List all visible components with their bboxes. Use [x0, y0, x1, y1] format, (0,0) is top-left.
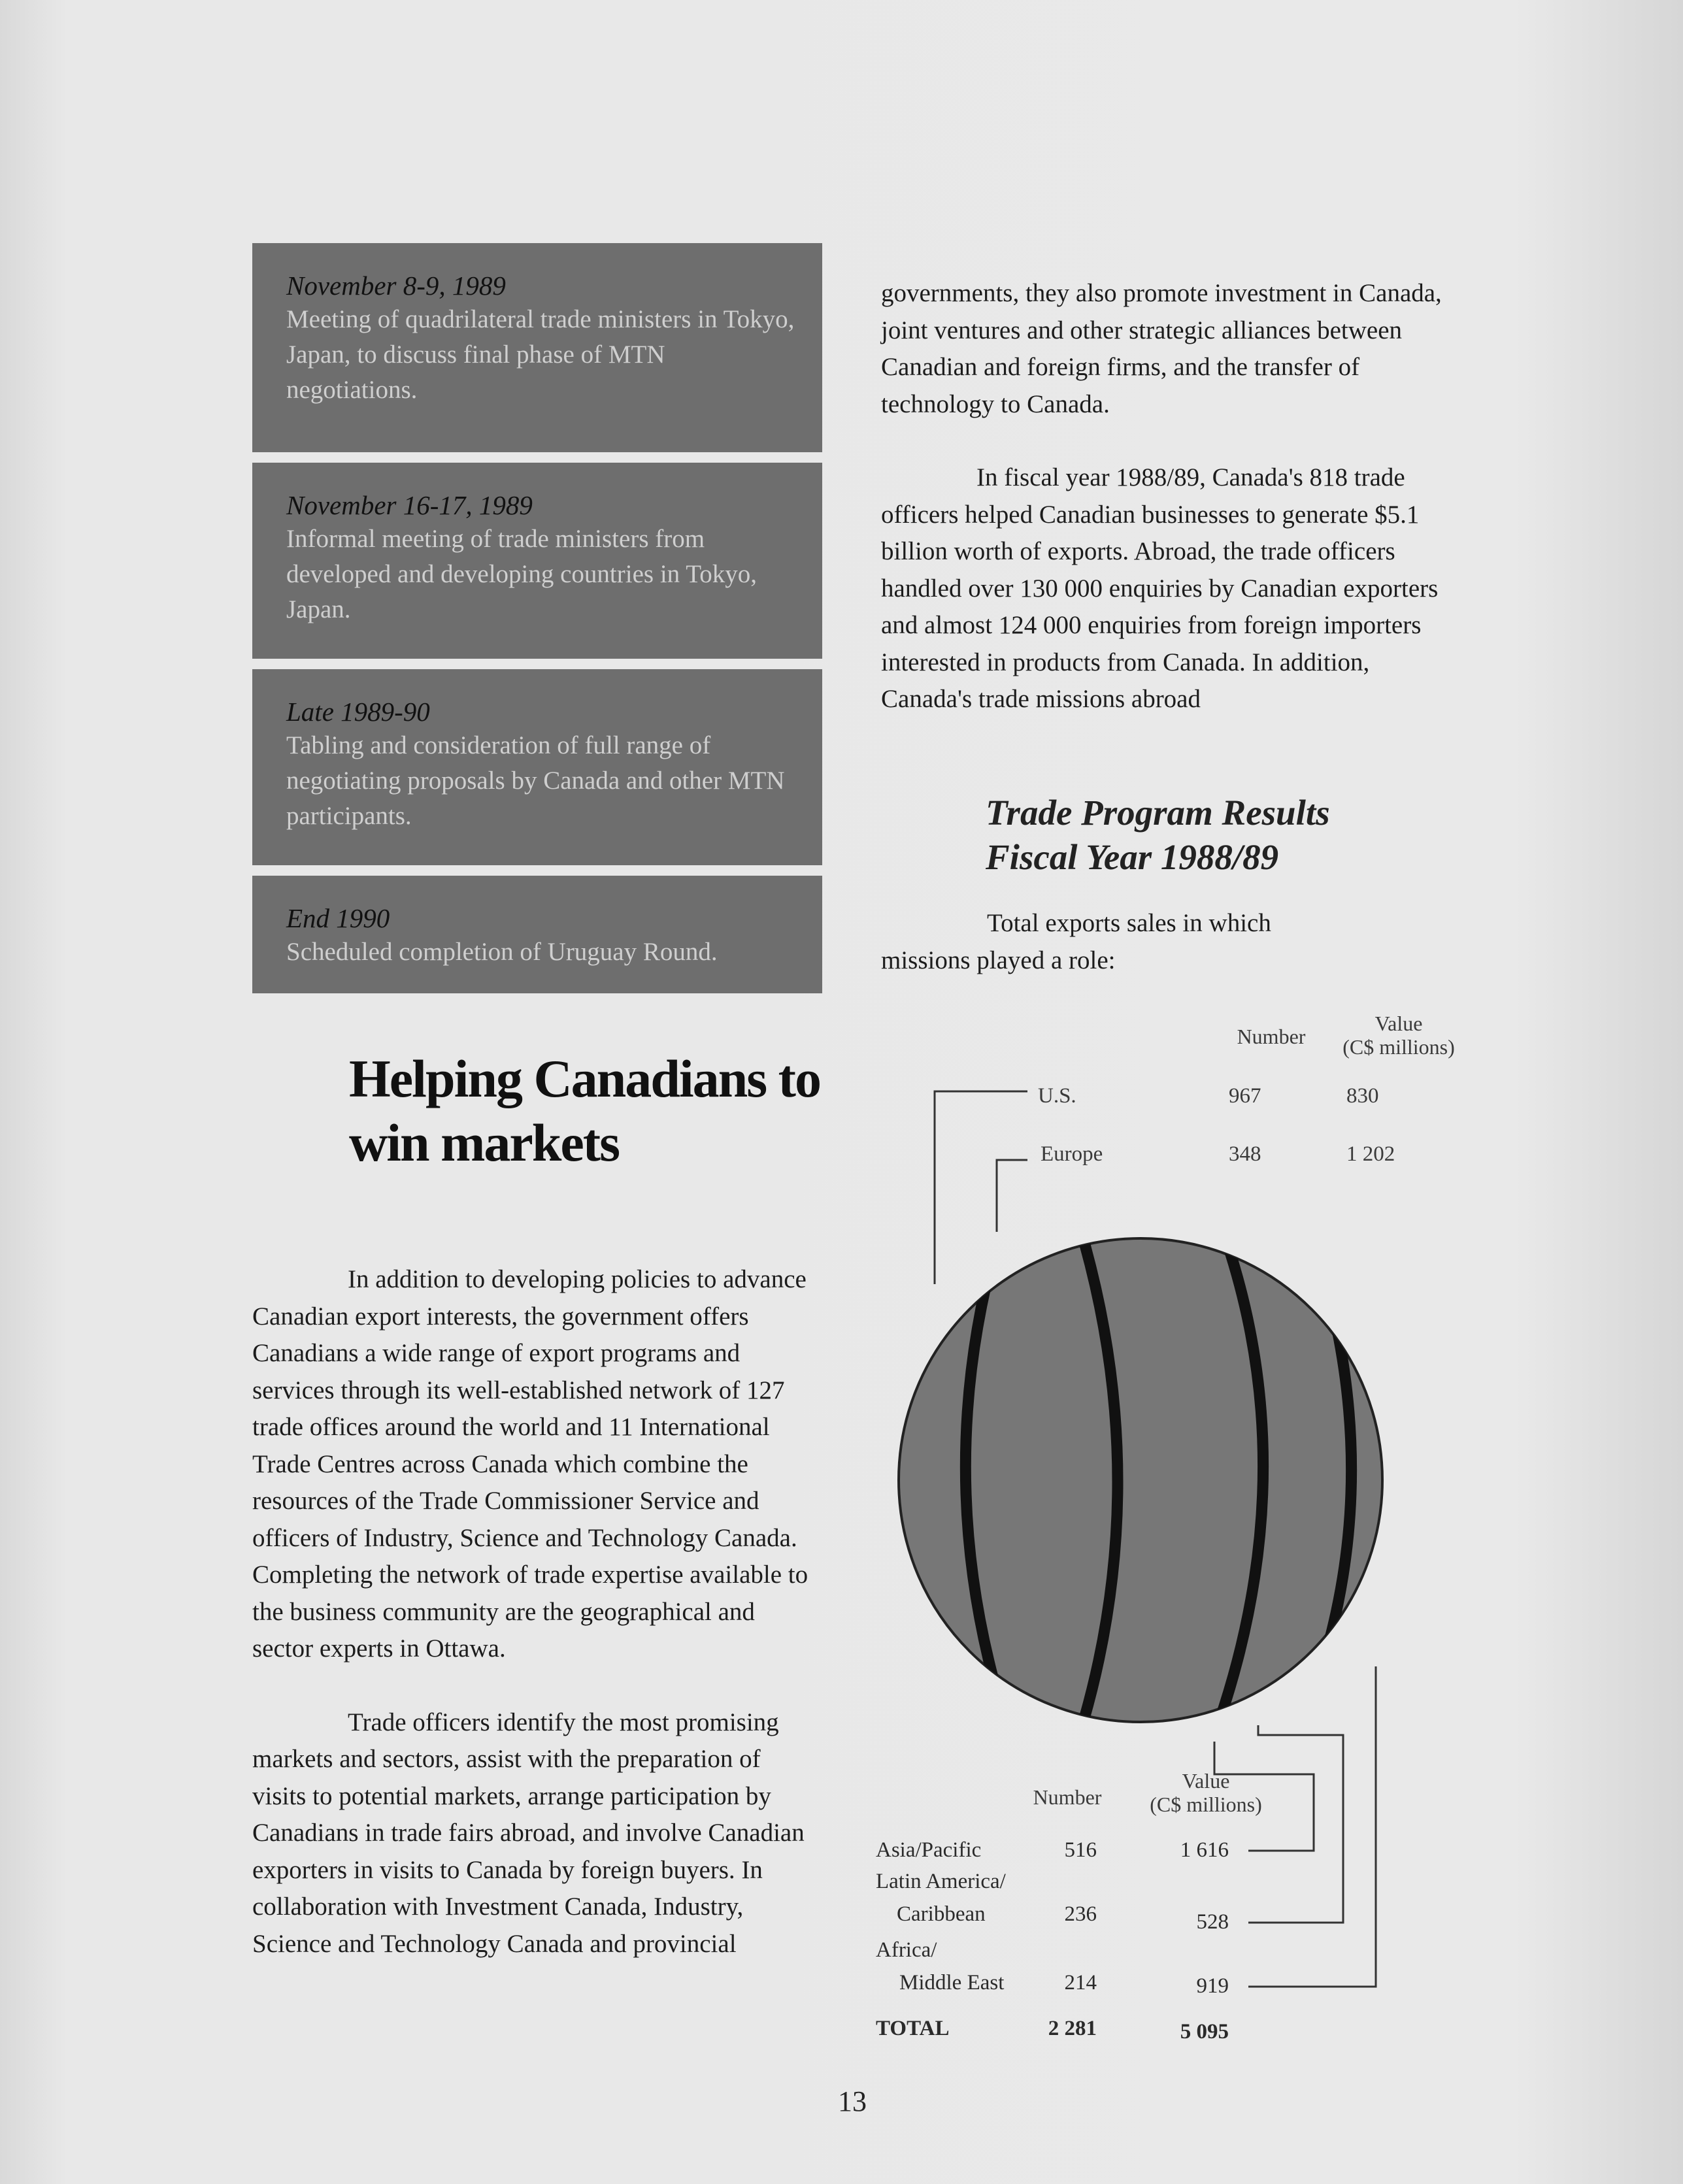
region-label: U.S. — [1038, 1084, 1076, 1108]
number-header: Number — [1033, 1785, 1102, 1809]
value-header — [1137, 1769, 1275, 1816]
region-label: Caribbean — [897, 1902, 986, 1926]
total-number: 2 281 — [1048, 2017, 1097, 2040]
value-header-line: (C$ millions) — [1150, 1793, 1262, 1816]
region-number: 967 — [1229, 1084, 1261, 1108]
value-header-line: Value — [1375, 1012, 1423, 1035]
body-paragraph: In addition to developing policies to advance Canadian export interests, the government offers Canadians a wide range of export programs and services through its well-established network of 127 trade offices around the world and 11 International Trade Centres across Canada which combine the resources of the Trade Commissioner Service and officers of Industry, Science and Technology Canada. Completing the network of trade expertise available to the business community are the geographical and sector experts in Ottawa. — [252, 1265, 808, 1663]
timeline-date: Late 1989-90 — [286, 697, 430, 727]
region-value: 830 — [1346, 1084, 1379, 1108]
number-header: Number — [1237, 1025, 1306, 1048]
value-header-line: Value — [1182, 1769, 1230, 1793]
region-label: Africa/ — [876, 1938, 937, 1962]
page-number: 13 — [838, 2085, 867, 2117]
region-value: 528 — [1196, 1910, 1229, 1934]
region-label: Asia/Pacific — [876, 1838, 982, 1862]
region-value: 1 616 — [1180, 1838, 1229, 1862]
timeline-date: November 16-17, 1989 — [286, 490, 533, 520]
body-paragraph: Trade officers identify the most promising markets and sectors, assist with the preparation of visits to potential markets, arrange participation by Canadians in trade fairs abroad, and involve Canadian exporters in visits to Canada by foreign buyers. In collaboration with Investment Canada, Industry, Science and Technology Canada and provincial — [252, 1708, 805, 1958]
timeline-description: Tabling and consideration of full range of negotiating proposals by Canada and other MTN participants. — [286, 731, 785, 830]
region-label: Middle East — [899, 1971, 1005, 1994]
timeline-date: November 8-9, 1989 — [286, 271, 506, 301]
region-value: 919 — [1196, 1974, 1229, 1998]
region-number: 236 — [1064, 1902, 1097, 1926]
total-label: TOTAL — [876, 2017, 950, 2040]
region-value: 1 202 — [1346, 1142, 1395, 1166]
region-label: Latin America/ — [876, 1870, 1006, 1893]
results-title-line: Fiscal Year 1988/89 — [986, 837, 1279, 877]
region-number: 214 — [1064, 1971, 1097, 1994]
timeline-date: End 1990 — [286, 903, 390, 933]
region-number: 516 — [1064, 1838, 1097, 1862]
value-header-line: (C$ millions) — [1342, 1035, 1455, 1059]
results-intro: Total exports sales in which missions played a role: — [881, 909, 1271, 974]
total-value: 5 095 — [1180, 2020, 1229, 2043]
timeline-description: Informal meeting of trade ministers from developed and developing countries in Tokyo, Japan. — [286, 525, 758, 623]
value-header — [1333, 1012, 1464, 1059]
section-headline: Helping Canadians to win markets — [349, 1049, 820, 1172]
timeline-description: Meeting of quadrilateral trade ministers in Tokyo, Japan, to discuss final phase of MTN negotiations. — [286, 305, 795, 404]
body-paragraph: In fiscal year 1988/89, Canada's 818 trade officers helped Canadian businesses to generate $5.1 billion worth of exports. Abroad, the trade officers handled over 130 000 enquiries by Canadian exporters and almost 124 000 enquiries from foreign importers interested in products from Canada. In addition, Canada's trade missions abroad — [881, 463, 1439, 713]
region-number: 348 — [1229, 1142, 1261, 1166]
timeline-description: Scheduled completion of Uruguay Round. — [286, 938, 718, 966]
region-label: Europe — [1041, 1142, 1103, 1166]
results-title-line: Trade Program Results — [986, 793, 1330, 833]
body-paragraph: governments, they also promote investment in Canada, joint ventures and other strategic alliances between Canadian and foreign firms, and the transfer of technology to Canada. — [881, 279, 1442, 418]
